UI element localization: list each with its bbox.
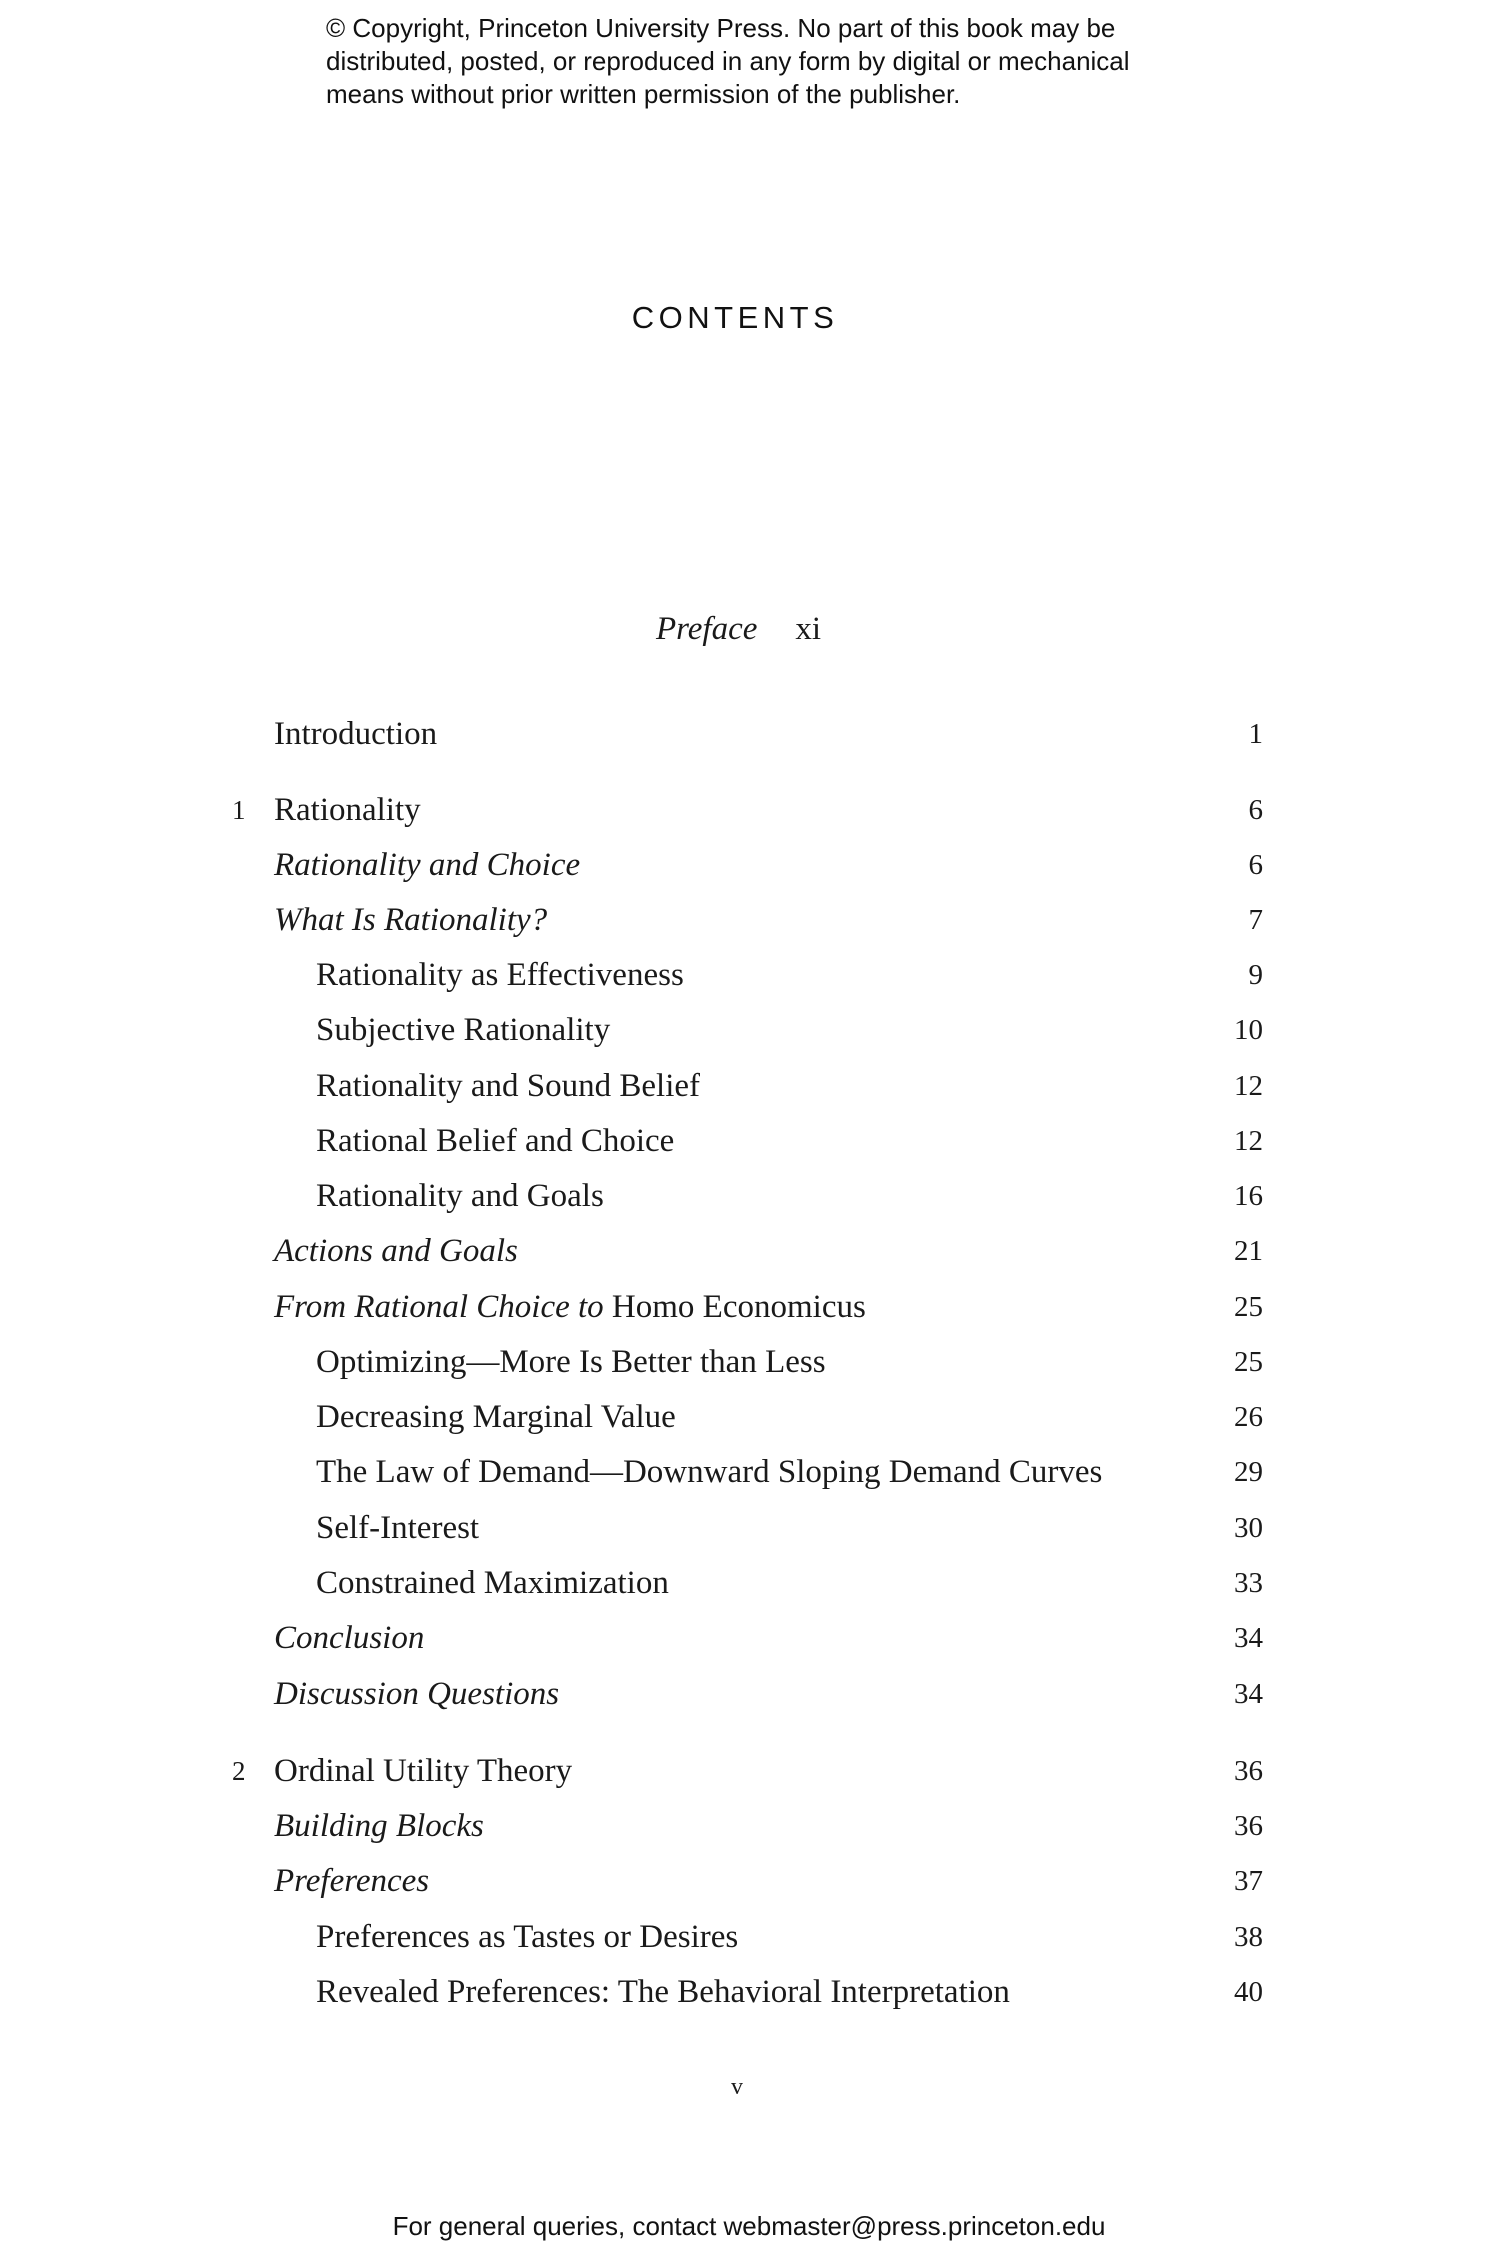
toc-entry-page: 21 (1234, 1235, 1263, 1267)
toc-entry-title-italic: From Rational Choice to (274, 1289, 604, 1325)
toc-entry-page: 10 (1234, 1014, 1263, 1046)
toc-entry-page: xi (795, 611, 822, 647)
toc-section[interactable] (0, 1618, 1500, 1658)
toc-entry-page: 33 (1234, 1567, 1263, 1599)
toc-subsection[interactable] (0, 1066, 1500, 1106)
toc-section[interactable] (0, 1674, 1500, 1714)
copyright-notice (326, 12, 1226, 111)
toc-entry-title: Rationality and Goals (316, 1178, 604, 1214)
toc-entry-page: 16 (1234, 1180, 1263, 1212)
toc-entry-title: Rationality (274, 792, 421, 828)
toc-entry-title: Preferences (274, 1863, 430, 1899)
toc-subsection[interactable] (0, 1508, 1500, 1548)
toc-subsection[interactable] (0, 1342, 1500, 1382)
toc-entry-page: 29 (1234, 1456, 1263, 1488)
footer-contact: For general queries, contact webmaster@press.princeton.edu (392, 2211, 1106, 2241)
toc-entry-page: 12 (1234, 1125, 1263, 1157)
toc-entry-title: Decreasing Marginal Value (316, 1399, 676, 1435)
chapter-number: 2 (232, 1756, 246, 1786)
toc-entry-page: 9 (1248, 959, 1263, 991)
copyright-line: distributed, posted, or reproduced in any form by digital or mechanical (326, 46, 1130, 76)
toc-entry-title-roman: Homo Economicus (611, 1289, 866, 1325)
toc-entry-title: Rational Belief and Choice (316, 1123, 675, 1159)
toc-entry-page: 6 (1248, 849, 1263, 881)
toc-entry-title: Rationality and Choice (274, 847, 581, 883)
toc-section[interactable] (0, 1861, 1500, 1901)
toc-subsection[interactable] (0, 1452, 1500, 1492)
toc-entry-title: Optimizing—More Is Better than Less (316, 1344, 826, 1380)
toc-entry-page: 26 (1234, 1401, 1263, 1433)
toc-entry-page: 38 (1234, 1921, 1263, 1953)
toc-section[interactable] (0, 900, 1500, 940)
toc-entry-title: The Law of Demand—Downward Sloping Demand Curves (316, 1454, 1103, 1490)
toc-entry-title: Ordinal Utility Theory (274, 1753, 573, 1789)
chapter-number: 1 (232, 795, 246, 825)
toc-entry-page: 34 (1234, 1622, 1263, 1654)
toc-chapter[interactable] (0, 1751, 1500, 1791)
toc-entry-title: Self-Interest (316, 1510, 480, 1546)
toc-chapter[interactable] (0, 790, 1500, 830)
toc-entry-page: 30 (1234, 1512, 1263, 1544)
toc-section[interactable] (0, 1806, 1500, 1846)
toc-subsection[interactable] (0, 955, 1500, 995)
toc-entry-page: 25 (1234, 1346, 1263, 1378)
copyright-line: © Copyright, Princeton University Press. No part of this book may be (326, 13, 1116, 43)
toc-entry-page: 6 (1248, 794, 1263, 826)
toc-subsection[interactable] (0, 1176, 1500, 1216)
toc-subsection[interactable] (0, 1397, 1500, 1437)
toc-entry-title: What Is Rationality? (274, 902, 548, 938)
toc-entry-title: Rationality and Sound Belief (316, 1068, 701, 1104)
toc-entry-page: 12 (1234, 1070, 1263, 1102)
toc-chapter[interactable] (0, 714, 1500, 754)
toc-entry-title: Introduction (274, 716, 438, 752)
toc-entry-preface[interactable] (656, 609, 821, 649)
toc-entry-page: 37 (1234, 1865, 1263, 1897)
toc-entry-title: Preface (656, 611, 758, 647)
toc-subsection[interactable] (0, 1563, 1500, 1603)
toc-subsection[interactable] (0, 1010, 1500, 1050)
toc-entry-page: 25 (1234, 1291, 1263, 1323)
toc-subsection[interactable] (0, 1917, 1500, 1957)
toc-entry-title: Subjective Rationality (316, 1012, 611, 1048)
toc-subsection[interactable] (0, 1121, 1500, 1161)
toc-entry-title: Conclusion (274, 1620, 425, 1656)
toc-entry-page: 7 (1248, 904, 1263, 936)
toc-section[interactable] (0, 845, 1500, 885)
toc-entry-title: Actions and Goals (274, 1233, 518, 1269)
page-number: v (731, 2074, 743, 2100)
toc-subsection[interactable] (0, 1972, 1500, 2012)
page-title: CONTENTS (631, 300, 839, 335)
toc-section[interactable] (0, 1231, 1500, 1271)
toc-entry-title: Preferences as Tastes or Desires (316, 1919, 739, 1955)
toc-entry-title: Rationality as Effectiveness (316, 957, 684, 993)
toc-entry-page: 36 (1234, 1810, 1263, 1842)
toc-entry-page: 40 (1234, 1976, 1263, 2008)
toc-entry-page: 1 (1248, 718, 1263, 750)
toc-entry-title (274, 1287, 866, 1327)
toc-entry-title: Discussion Questions (274, 1676, 560, 1712)
copyright-line: means without prior written permission of the publisher. (326, 79, 961, 109)
toc-entry-title: Constrained Maximization (316, 1565, 669, 1601)
toc-entry-page: 36 (1234, 1755, 1263, 1787)
toc-entry-page: 34 (1234, 1678, 1263, 1710)
toc-entry-title: Revealed Preferences: The Behavioral Interpretation (316, 1974, 1010, 2010)
toc-entry-title: Building Blocks (274, 1808, 484, 1844)
toc-section[interactable] (0, 1287, 1500, 1327)
